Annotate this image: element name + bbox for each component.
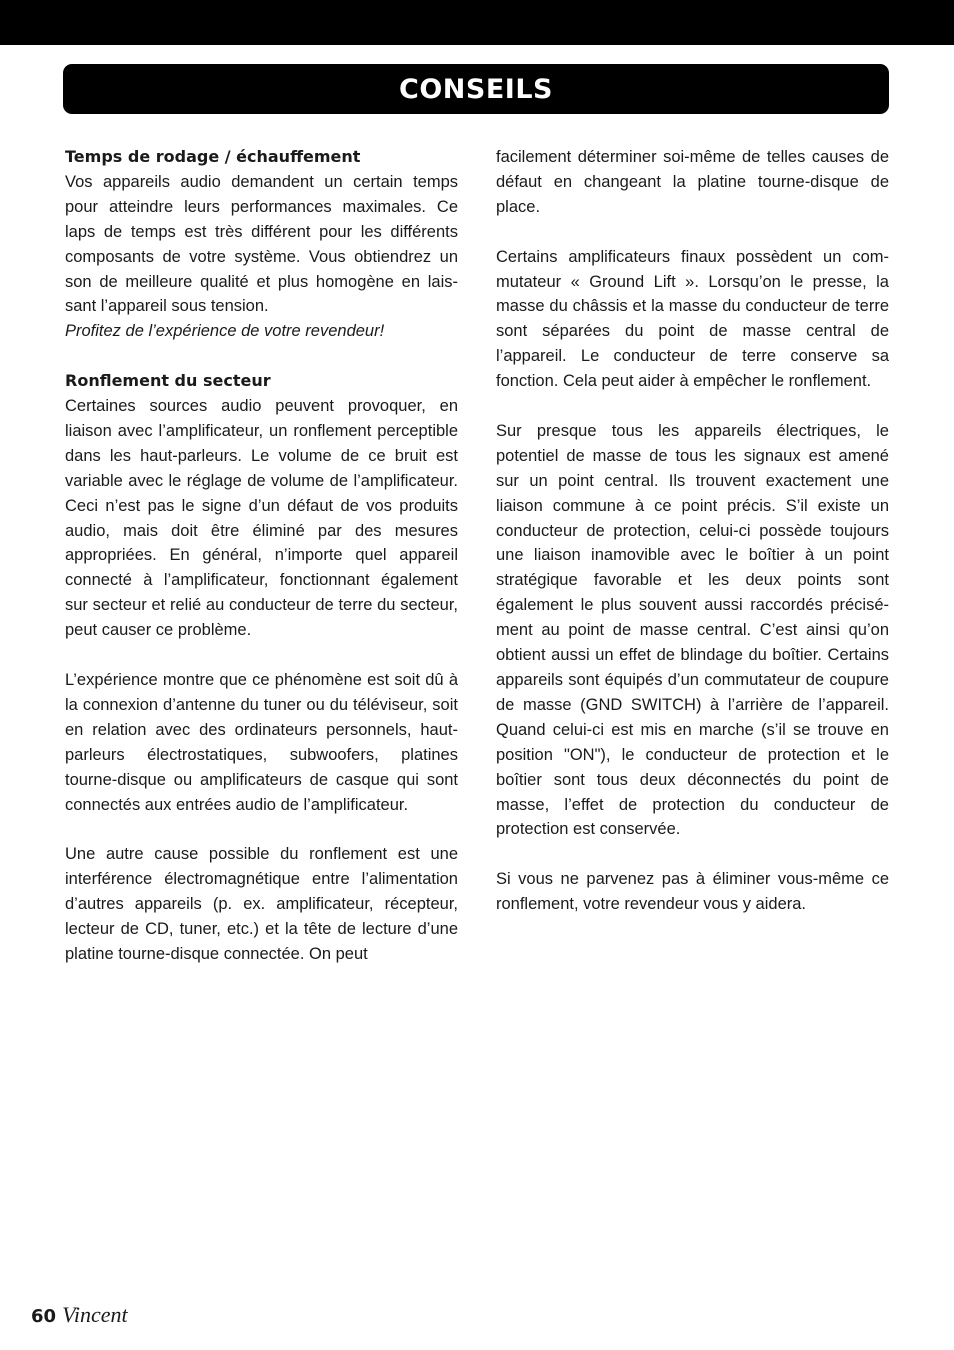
title-banner	[63, 64, 889, 114]
right-column	[496, 145, 889, 917]
page-title: CONSEILS	[399, 73, 553, 105]
paragraph-ronflement-2: L’expérience montre que ce phénomène est soit dû à la connexion d’antenne du tuner ou du téléviseur, soit en relation avec des ordinateurs personnels, haut-parleurs électrostatiques, subwoofers, platines tourne-disque ou amplificateurs de casque qui sont connectés aux entrées audio de l’amplificateur.	[65, 671, 458, 814]
tip-text: Profitez de l’expérience de votre revendeur!	[65, 322, 385, 341]
paragraph-rodage: Vos appareils audio demandent un certain temps pour atteindre leurs performances maximales. Ce laps de temps est très différent pour les différents composants de votre système. Vous obtiendrez un son de meilleure qualité et plus homogène en laissant l’appareil sous tension.	[65, 172, 458, 316]
paragraph-right-2: Certains amplificateurs finaux possèdent un commutateur « Ground Lift ». Lorsqu’on le presse, la masse du châssis et la masse du conducteur de terre sont séparées du point de masse central de l’appareil. Le conducteur de terre conserve sa fonction. Cela peut aider à empêcher le ronflement.	[496, 247, 889, 391]
spacer	[65, 344, 458, 369]
paragraph-right-4: Si vous ne parvenez pas à éliminer vous-même ce ronflement, votre revendeur vous y aidera.	[496, 870, 889, 914]
paragraph-right-3: Sur presque tous les appareils électriques, le potentiel de masse de tous les signaux est amené sur un point central. Ils trouvent exactement une liaison commune à ce point précis. S’il existe un conducteur de protection, celui-ci possède toujours une liaison inamovible avec le boîtier à un point stratégique favorable et les deux points sont également le plus souvent aussi raccordés précisément au point de masse central. C’est ainsi qu’on obtient aussi un effet de blindage du boîtier. Certains appareils sont équipés d’un commutateur de coupure de masse (GND SWITCH) à l’arrière de l’appareil. Quand celui-ci est mis en marche (s’il se trouve en position "ON"), le conducteur de protection et le boîtier sont tous deux déconnectés du point de masse, l’effet de protection du conducteur de protection est conservée.	[496, 421, 889, 839]
paragraph-ronflement-1: Certaines sources audio peuvent provoquer, en liaison avec l’amplificateur, un ronflement perceptible dans les haut-parleurs. Le volume de ce bruit est variable avec le réglage de volume de l’amplificateur. Ceci n’est pas le signe d’un défaut de vos produits audio, mais doit être éliminé par des mesures appropriées. En général, n’importe quel appareil connecté à l’amplificateur, fonctionnant également sur secteur et relié au conducteur de terre du secteur, peut causer ce problème.	[65, 397, 458, 640]
top-black-bar	[0, 0, 954, 45]
page-number: 60	[31, 1306, 57, 1327]
brand-logo: Vincent	[62, 1302, 128, 1327]
left-column	[65, 145, 458, 967]
page-footer	[31, 1302, 128, 1336]
section-heading-ronflement: Ronflement du secteur	[65, 371, 271, 391]
paragraph-right-1: facilement déterminer soi-même de telles causes de défaut en changeant la platine tourne-disque de place.	[496, 148, 889, 216]
section-heading-rodage: Temps de rodage / échauffement	[65, 147, 361, 166]
paragraph-ronflement-3: Une autre cause possible du ronflement est une interférence électromagnétique entre l’alimentation d’autres appareils (p. ex. amplificateur, récepteur, lecteur de CD, tuner, etc.) et la tête de lecture d’une platine tourne-disque connectée. On peut	[65, 845, 458, 963]
